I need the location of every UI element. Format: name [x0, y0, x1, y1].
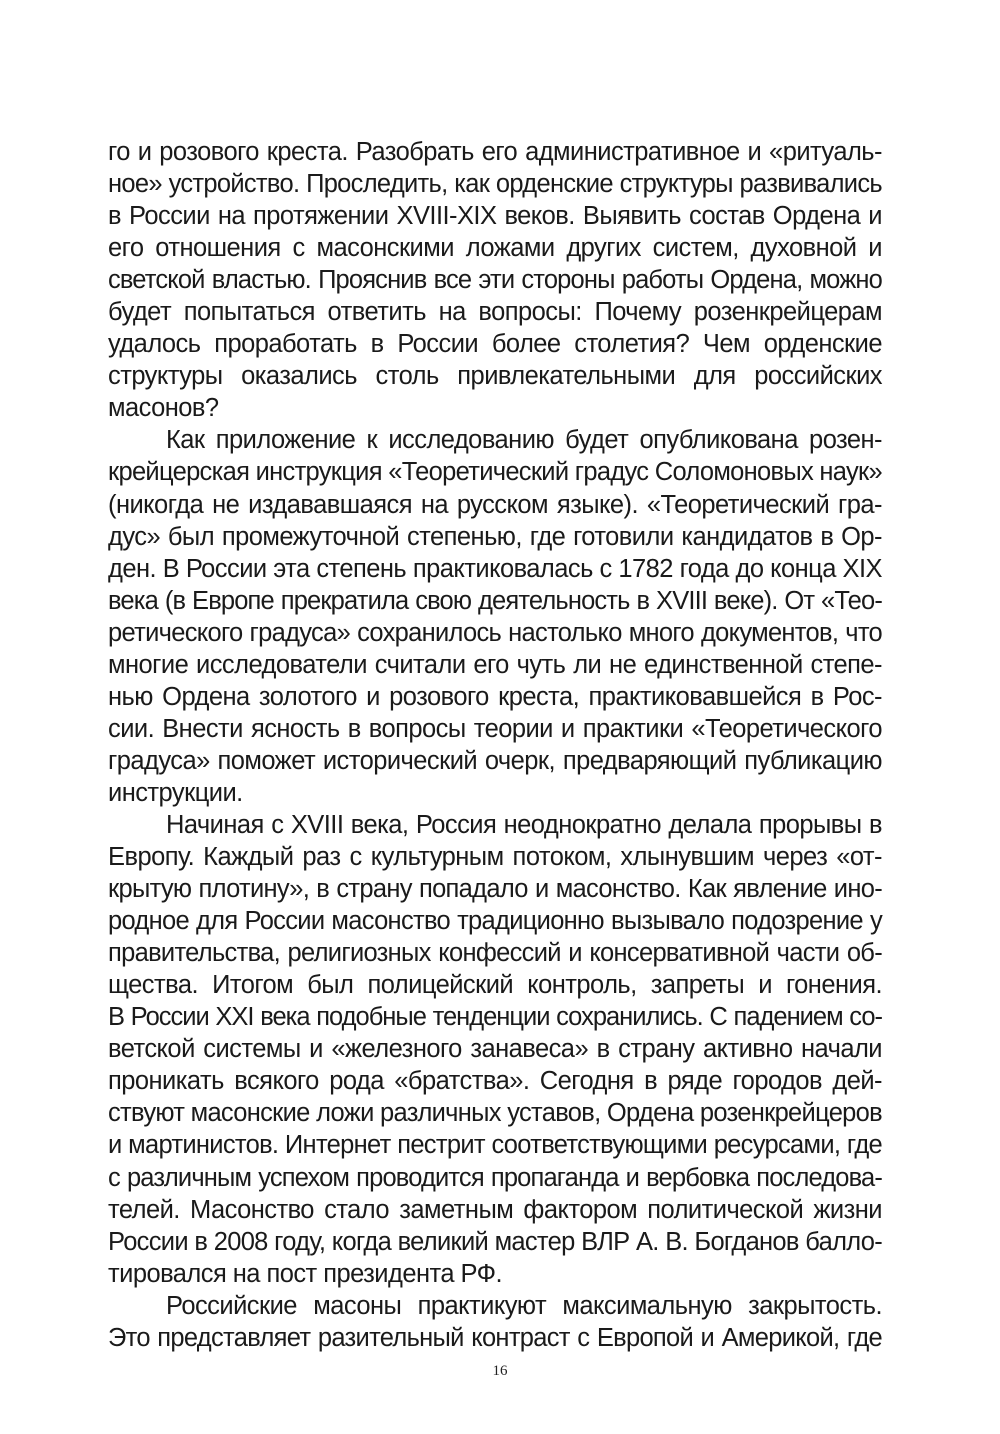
text-line: Это представляет разительный контраст с Европой и Америкой, где [108, 1323, 882, 1352]
text-line: ное» устройство. Проследить, как орденские структуры развивались [108, 170, 882, 199]
text-line: щества. Итогом был полицейский контроль, запреты и гонения. [108, 971, 882, 1000]
text-line: Начиная с XVIII века, Россия неоднократно делала прорывы в [166, 810, 882, 839]
text-line: В России XXI века подобные тенденции сохранились. С падением со- [108, 1003, 882, 1032]
text-line: крытую плотину», в страну попадало и масонство. Как явление ино- [108, 875, 882, 904]
text-line: Как приложение к исследованию будет опубликована розен- [166, 426, 882, 455]
text-line: инструкции. [108, 778, 243, 807]
text-line: структуры оказались столь привлекательными для российских [108, 362, 882, 391]
text-line: ствуют масонские ложи различных уставов, Ордена розенкрейцеров [108, 1099, 882, 1128]
page-number: 16 [492, 1363, 508, 1379]
text-line: многие исследователи считали его чуть ли не единственной степе- [108, 650, 882, 679]
text-line: удалось проработать в России более столетия? Чем орденские [108, 330, 882, 359]
text-line: Российские масоны практикуют максимальную закрытость. [166, 1291, 882, 1320]
text-line: сии. Внести ясность в вопросы теории и практики «Теоретического [108, 714, 882, 743]
text-line: проникать всякого рода «братства». Сегодня в ряде городов дей- [108, 1067, 882, 1096]
text-line: градуса» поможет исторический очерк, предваряющий публикацию [108, 746, 882, 775]
text-line: масонов? [108, 394, 219, 423]
text-line: в России на протяжении XVIII-XIX веков. Выявить состав Ордена и [108, 202, 882, 231]
text-line: родное для России масонство традиционно вызывало подозрение у [108, 907, 882, 936]
text-line: дус» был промежуточной степенью, где готовили кандидатов в Ор- [108, 522, 882, 551]
text-line: крейцерская инструкция «Теоретический градус Соломоновых наук» [108, 458, 882, 487]
text-line: века (в Европе прекратила свою деятельность в XVIII веке). От «Тео- [108, 586, 882, 615]
text-line: тировался на пост президента РФ. [108, 1259, 503, 1288]
body-text [108, 136, 882, 1354]
paragraph [108, 136, 882, 424]
text-line: ветской системы и «железного занавеса» в страну активно начали [108, 1035, 882, 1064]
paragraph [108, 809, 882, 1290]
text-line: с различным успехом проводится пропаганда и вербовка последова- [108, 1163, 882, 1192]
text-line: ден. В России эта степень практиковалась с 1782 года до конца XIX [108, 554, 882, 583]
paragraph [108, 1290, 882, 1354]
text-line: будет попытаться ответить на вопросы: Почему розенкрейцерам [108, 298, 882, 327]
text-line: Европу. Каждый раз с культурным потоком, хлынувшим через «от- [108, 843, 882, 872]
text-line: телей. Масонство стало заметным фактором политической жизни [108, 1195, 882, 1224]
text-line: правительства, религиозных конфессий и консервативной части об- [108, 939, 882, 968]
text-line: светской властью. Прояснив все эти стороны работы Ордена, можно [108, 266, 882, 295]
text-line: ретического градуса» сохранилось настолько много документов, что [108, 618, 882, 647]
text-line: (никогда не издававшаяся на русском языке). «Теоретический гра- [108, 490, 882, 519]
text-line: его отношения с масонскими ложами других систем, духовной и [108, 234, 882, 263]
text-line: нью Ордена золотого и розового креста, практиковавшейся в Рос- [108, 682, 882, 711]
text-line: и мартинистов. Интернет пестрит соответствующими ресурсами, где [108, 1131, 882, 1160]
paragraph [108, 424, 882, 809]
text-line: го и розового креста. Разобрать его административное и «ритуаль- [108, 138, 882, 166]
text-line: России в 2008 году, когда великий мастер ВЛР А. В. Богданов балло- [108, 1227, 882, 1256]
